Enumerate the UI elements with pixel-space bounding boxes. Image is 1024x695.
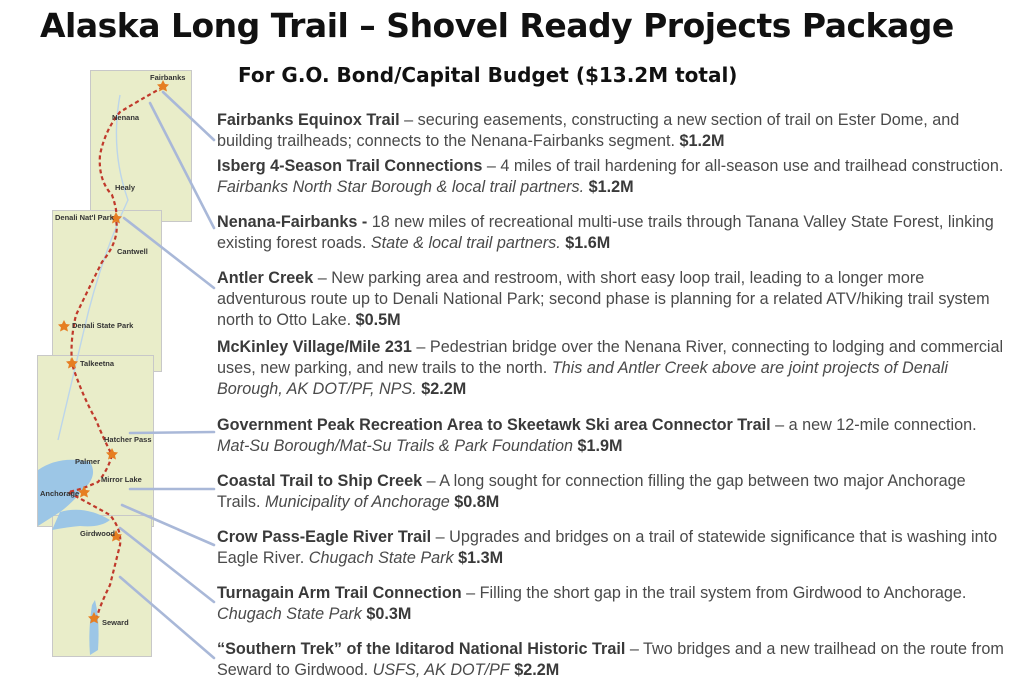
project-description: 18 new miles of recreational multi-use trails through Tanana Valley State Forest, linking existing forest roads. <box>217 213 994 252</box>
project-name: Isberg 4-Season Trail Connections <box>217 157 483 175</box>
project-item <box>217 337 1007 400</box>
project-cost: $0.3M <box>366 605 412 623</box>
town-label-nenana: Nenana <box>112 113 140 122</box>
project-partners: State & local trail partners. <box>370 234 561 252</box>
project-item <box>217 471 1007 513</box>
project-description: – New parking area and restroom, with short easy loop trail, leading to a longer more adventurous route up to Denali National Park; second phase is planning for a related ATV/hiking trail system north to Otto Lake. <box>217 269 990 329</box>
project-cost: $1.3M <box>458 549 504 567</box>
project-name: Fairbanks Equinox Trail <box>217 111 400 129</box>
project-cost: $2.2M <box>514 661 560 679</box>
project-partners: Fairbanks North Star Borough & local trail partners. <box>217 178 585 196</box>
project-cost: $0.8M <box>454 493 500 511</box>
project-name: Turnagain Arm Trail Connection <box>217 584 462 602</box>
project-cost: $0.5M <box>355 311 401 329</box>
town-label-denali-natl-park: Denali Nat'l Park <box>55 213 114 222</box>
town-label-healy: Healy <box>115 183 136 192</box>
project-item <box>217 212 1007 254</box>
project-name: Coastal Trail to Ship Creek <box>217 472 423 490</box>
project-description: – securing easements, constructing a new section of trail on Ester Dome, and building trailheads; connects to the Nenana-Fairbanks segment. <box>217 111 960 150</box>
project-item <box>217 110 1007 152</box>
project-description: – Upgrades and bridges on a trail of statewide significance that is washing into Eagle River. <box>217 528 998 567</box>
project-partners: Chugach State Park <box>308 549 454 567</box>
project-item <box>217 415 1007 457</box>
project-item <box>217 527 1007 569</box>
project-cost: $2.2M <box>421 380 467 398</box>
project-description: – Pedestrian bridge over the Nenana River, connecting to lodging and commercial uses, new parking, and new trails to the north. <box>217 338 1004 377</box>
leader-line <box>130 432 214 433</box>
project-description: – Filling the short gap in the trail system from Girdwood to Anchorage. <box>461 584 967 602</box>
town-label-anchorage: Anchorage <box>40 489 80 498</box>
slide-subtitle: For G.O. Bond/Capital Budget ($13.2M total) <box>238 63 738 87</box>
project-name: Crow Pass-Eagle River Trail <box>217 528 432 546</box>
project-name: “Southern Trek” of the Iditarod National Historic Trail <box>217 640 626 658</box>
project-description: – 4 miles of trail hardening for all-season use and trailhead construction. <box>482 157 1004 175</box>
town-label-mirror-lake: Mirror Lake <box>101 475 142 484</box>
project-item <box>217 639 1007 681</box>
leader-line <box>163 92 214 140</box>
leader-line <box>120 577 214 658</box>
project-name: Antler Creek <box>217 269 314 287</box>
town-label-denali-state-park: Denali State Park <box>72 321 134 330</box>
project-name: McKinley Village/Mile 231 <box>217 338 412 356</box>
town-label-fairbanks: Fairbanks <box>150 73 186 82</box>
project-item <box>217 268 1007 331</box>
leader-line <box>150 103 214 228</box>
project-partners: Municipality of Anchorage <box>264 493 450 511</box>
leader-line <box>124 218 214 288</box>
project-name: Government Peak Recreation Area to Skeetawk Ski area Connector Trail <box>217 416 771 434</box>
project-description: – a new 12-mile connection. <box>770 416 977 434</box>
project-cost: $1.2M <box>679 132 725 150</box>
town-label-seward: Seward <box>102 618 129 627</box>
town-label-hatcher-pass: Hatcher Pass <box>104 435 152 444</box>
town-label-talkeetna: Talkeetna <box>80 359 115 368</box>
project-description: – A long sought for connection filling the gap between two major Anchorage Trails. <box>217 472 966 511</box>
slide-title: Alaska Long Trail – Shovel Ready Projects Package <box>40 6 954 45</box>
project-partners: USFS, AK DOT/PF <box>372 661 510 679</box>
project-cost: $1.9M <box>577 437 623 455</box>
town-label-palmer: Palmer <box>75 457 101 466</box>
town-label-cantwell: Cantwell <box>117 247 148 256</box>
project-name: Nenana-Fairbanks - <box>217 213 368 231</box>
project-cost: $1.6M <box>565 234 611 252</box>
project-partners: Chugach State Park <box>217 605 362 623</box>
project-partners: This and Antler Creek above are joint projects of Denali Borough, AK DOT/PF, NPS. <box>217 359 948 398</box>
town-label-girdwood: Girdwood <box>80 529 115 538</box>
project-description: – Two bridges and a new trailhead on the route from Seward to Girdwood. <box>217 640 1004 679</box>
leader-lines <box>0 0 230 695</box>
project-partners: Mat-Su Borough/Mat-Su Trails & Park Foundation <box>217 437 573 455</box>
project-cost: $1.2M <box>588 178 634 196</box>
project-item <box>217 156 1007 198</box>
project-item <box>217 583 1007 625</box>
